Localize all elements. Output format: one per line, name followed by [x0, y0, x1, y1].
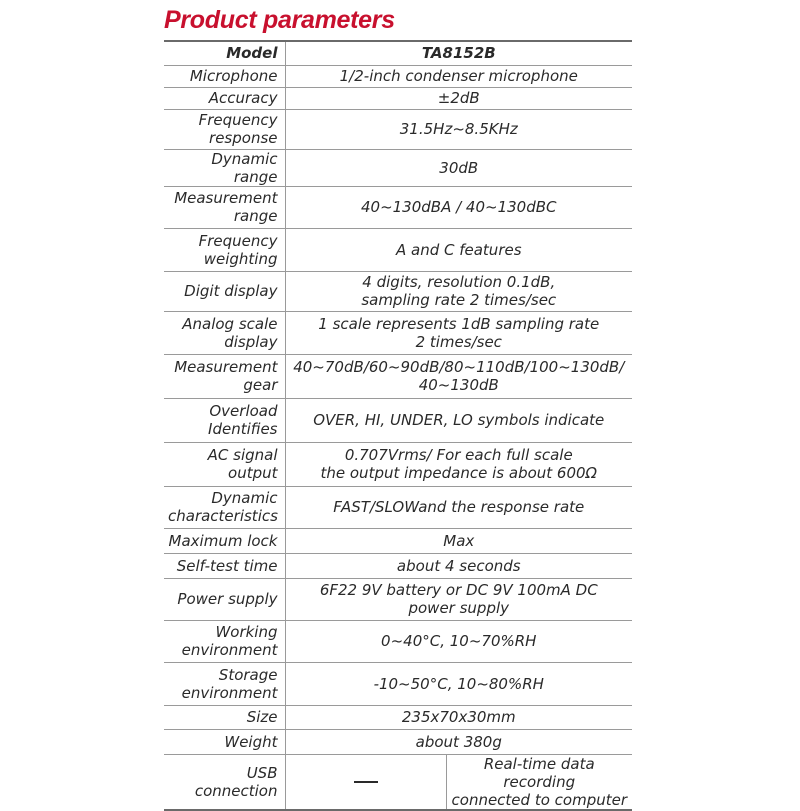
table-row-usb	[164, 754, 632, 810]
param-value: 30dB	[285, 149, 632, 186]
table-row	[164, 662, 632, 705]
param-label: Dynamic range	[164, 149, 285, 186]
param-value: OVER, HI, UNDER, LO symbols indicate	[285, 398, 632, 442]
param-label: Microphone	[164, 65, 285, 87]
param-label: Measurement range	[164, 186, 285, 228]
table-row	[164, 620, 632, 662]
usb-not-available-cell	[285, 754, 446, 810]
param-label: Overload Identifies	[164, 398, 285, 442]
table-row	[164, 442, 632, 486]
param-value: 31.5Hz~8.5KHz	[285, 109, 632, 149]
param-value: TA8152B	[285, 41, 632, 65]
table-row	[164, 41, 632, 65]
table-row	[164, 271, 632, 311]
param-label: Frequency response	[164, 109, 285, 149]
param-value: 40~70dB/60~90dB/80~110dB/100~130dB/ 40~130dB	[285, 354, 632, 398]
table-row	[164, 186, 632, 228]
param-value: 0.707Vrms/ For each full scale the output impedance is about 600Ω	[285, 442, 632, 486]
param-label: Size	[164, 705, 285, 729]
param-label: USB connection	[194, 763, 278, 800]
param-value: Max	[285, 528, 632, 553]
table-row	[164, 553, 632, 578]
param-label: Maximum lock	[164, 528, 285, 553]
param-label: Working environment	[164, 620, 285, 662]
param-value: ±2dB	[285, 87, 632, 109]
table-row	[164, 228, 632, 271]
param-value: Real-time data recording connected to computer	[446, 754, 632, 810]
param-value: 40~130dBA / 40~130dBC	[285, 186, 632, 228]
param-label: AC signal output	[164, 442, 285, 486]
table-row	[164, 109, 632, 149]
table-row	[164, 354, 632, 398]
dash-icon	[354, 781, 378, 783]
param-label: Power supply	[164, 578, 285, 620]
param-value: 6F22 9V battery or DC 9V 100mA DC power supply	[285, 578, 632, 620]
table-row	[164, 311, 632, 354]
table-row	[164, 729, 632, 754]
param-value: FAST/SLOWand the response rate	[285, 486, 632, 528]
param-value: 4 digits, resolution 0.1dB, sampling rate 2 times/sec	[285, 271, 632, 311]
param-value: -10~50°C, 10~80%RH	[285, 662, 632, 705]
param-label: Weight	[164, 729, 285, 754]
param-value: 235x70x30mm	[285, 705, 632, 729]
param-value: A and C features	[285, 228, 632, 271]
param-label: Accuracy	[164, 87, 285, 109]
param-label: Self-test time	[164, 553, 285, 578]
table-row	[164, 486, 632, 528]
table-row	[164, 398, 632, 442]
param-label: Dynamic characteristics	[164, 486, 285, 528]
table-row	[164, 528, 632, 553]
param-label: Digit display	[164, 271, 285, 311]
param-value: 1/2-inch condenser microphone	[285, 65, 632, 87]
param-value: 0~40°C, 10~70%RH	[285, 620, 632, 662]
table-row	[164, 705, 632, 729]
param-label: Measurement gear	[164, 354, 285, 398]
param-label: Analog scale display	[164, 311, 285, 354]
table-row	[164, 87, 632, 109]
page-title: Product parameters	[164, 6, 395, 34]
table-row	[164, 65, 632, 87]
table-row	[164, 578, 632, 620]
product-parameters-table	[164, 40, 632, 811]
param-value: about 4 seconds	[285, 553, 632, 578]
param-value: 1 scale represents 1dB sampling rate 2 times/sec	[285, 311, 632, 354]
param-value: about 380g	[285, 729, 632, 754]
table-row	[164, 149, 632, 186]
param-label: Frequency weighting	[164, 228, 285, 271]
param-label: Model	[164, 41, 285, 65]
param-label: Storage environment	[164, 662, 285, 705]
